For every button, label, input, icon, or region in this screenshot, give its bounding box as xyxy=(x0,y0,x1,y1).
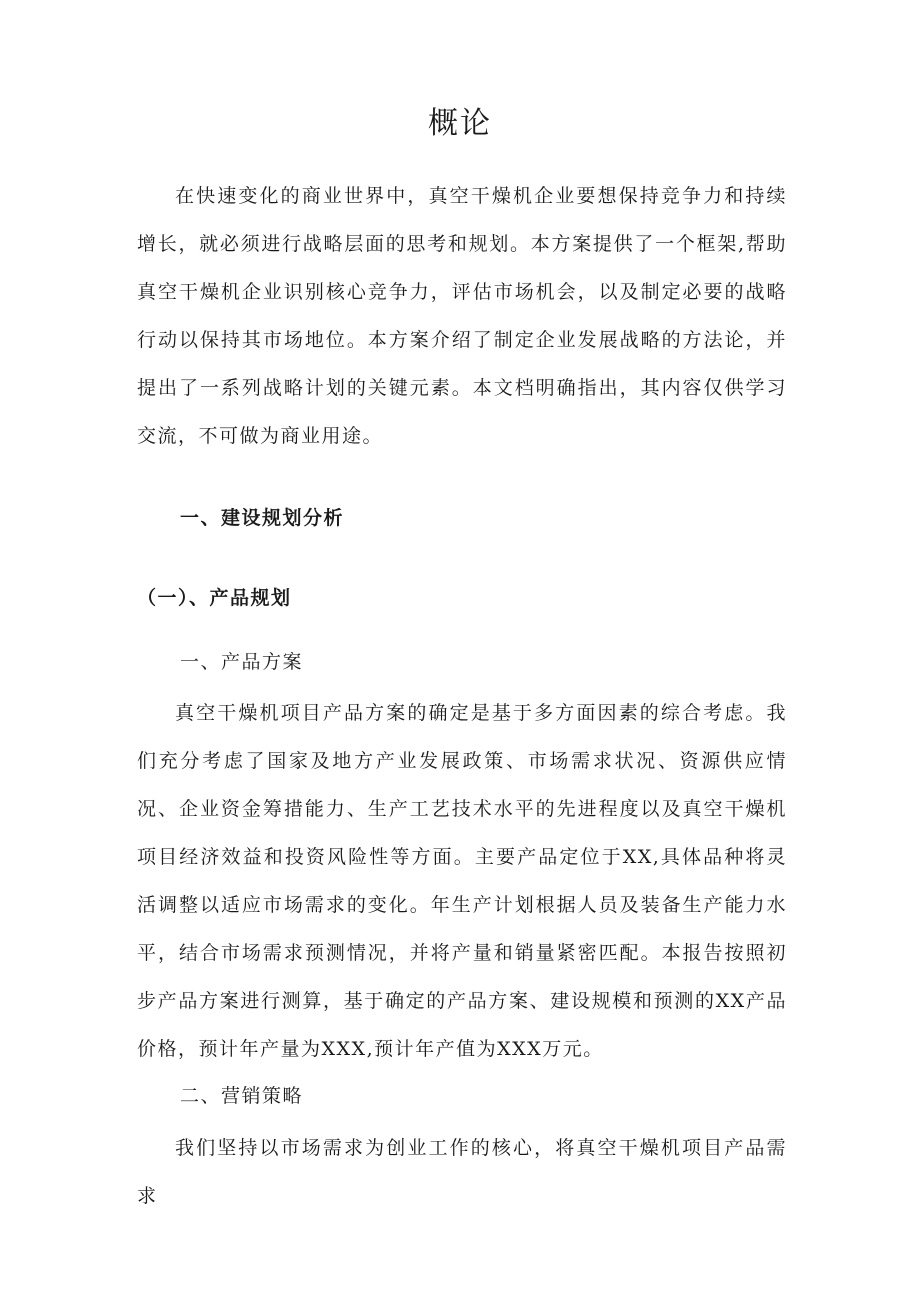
item-heading-marketing: 二、营销策略 xyxy=(180,1085,304,1107)
item-heading-product-plan: 一、产品方案 xyxy=(180,651,304,673)
product-plan-paragraph: 真空干燥机项目产品方案的确定是基于多方面因素的综合考虑。我们充分考虑了国家及地方产业发展政策、市场需求状况、资源供应情况、企业资金筹措能力、生产工艺技术水平的先进程度以及真空干燥机项目经济效益和投资风险性等方面。主要产品定位于XX,具体品种将灵活调整以适应市场需求的变化。年生产计划根据人员及装备生产能力水平，结合市场需求预测情况，并将产量和销量紧密匹配。本报告按照初步产品方案进行测算，基于确定的产品方案、建设规模和预测的XX产品价格，预计年产量为XXX,预计年产值为XXX万元。 xyxy=(137,702,787,1060)
intro-paragraph: 在快速变化的商业世界中，真空干燥机企业要想保持竞争力和持续增长，就必须进行战略层面的思考和规划。本方案提供了一个框架,帮助真空干燥机企业识别核心竞争力，评估市场机会，以及制定必要的战略行动以保持其市场地位。本方案介绍了制定企业发展战略的方法论，并提出了一系列战略计划的关键元素。本文档明确指出，其内容仅供学习交流，不可做为商业用途。 xyxy=(137,185,787,447)
section-heading: 一、建设规划分析 xyxy=(180,507,345,529)
subsection-heading: （一）、产品规划 xyxy=(137,587,292,609)
page-title: 概论 xyxy=(428,106,492,141)
marketing-paragraph: 我们坚持以市场需求为创业工作的核心，将真空干燥机项目产品需求 xyxy=(137,1137,787,1207)
